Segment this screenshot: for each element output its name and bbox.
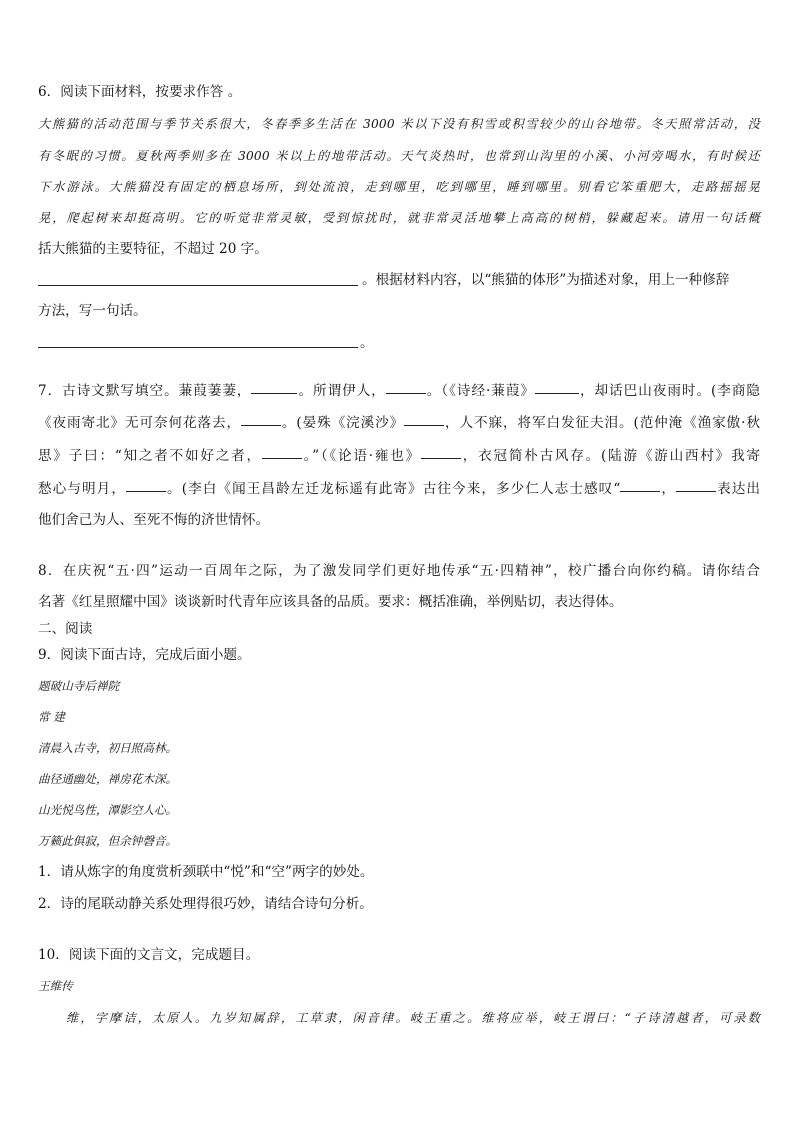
q6-answer-line-1[interactable] — [38, 285, 358, 286]
blank[interactable] — [620, 490, 660, 492]
q7-line-2: 《夜雨寄北》无可奈何花落去， 。(晏殊《浣溪沙》 ，人不寐，将军白发征夫泪。(范仲淹《渔家傲·秋 — [38, 415, 760, 431]
poem-title: 题破山寺后禅院 — [38, 679, 120, 693]
poem-line-3: 山光悦鸟性，潭影空人心。 — [38, 803, 178, 817]
q6-passage-line-1: 大熊猫的活动范围与季节关系很大，冬春季多生活在 3000 米以下没有积雪或积雪较少的山谷地带。冬天照常活动，没 — [38, 117, 760, 131]
q7-line-4: 愁心与明月， 。(李白《闻王昌龄左迁龙标遥有此寄》古往今来，多少仁人志士感叹“ ， 表达出 — [38, 481, 761, 497]
q7-line-1: 7．古诗文默写填空。蒹葭萋萋， 。所谓伊人， 。（《诗经·蒹葭》 ，却话巴山夜雨时。(李商隐 — [38, 383, 760, 399]
q8-line-2: 名著《红星照耀中国》谈谈新时代青年应该具备的品质。要求：概括准确，举例贴切，表达得体。 — [38, 594, 623, 610]
poem-line-1: 清晨入古寺，初日照高林。 — [38, 741, 178, 755]
q9-title: 9．阅读下面古诗，完成后面小题。 — [38, 647, 251, 663]
blank[interactable] — [251, 392, 297, 394]
q10-title: 10．阅读下面的文言文，完成题目。 — [38, 947, 260, 963]
q6-answer-line-2[interactable] — [38, 347, 358, 348]
q9-subquestion-1: 1．请从炼字的角度赏析颈联中“悦”和“空”两字的妙处。 — [38, 864, 374, 880]
poem-line-4: 万籁此俱寂，但余钟磬音。 — [38, 834, 178, 848]
q7-line-3: 思》子曰：“知之者不如好之者， 。”（《论语·雍也》 ，衣冠简朴古风存。(陆游《游山西村》我寄 — [38, 448, 760, 464]
q6-passage-line-4: 晃，爬起树来却挺高明。它的听觉非常灵敏，受到惊扰时，就非常灵活地攀上高高的树梢，躲藏起来。请用一句话概 — [38, 211, 760, 225]
blank[interactable] — [126, 490, 166, 492]
blank[interactable] — [404, 424, 444, 426]
q6-instruction-part: 。根据材料内容，以“熊猫的体形”为描述对象，用上一种修辞 — [362, 272, 730, 288]
q6-instruction-cont: 方法，写一句话。 — [38, 303, 147, 319]
section-heading: 二、阅读 — [38, 621, 93, 637]
passage-heading: 王维传 — [38, 979, 73, 993]
q6-passage-line-3: 下水游泳。大熊猫没有固定的栖息场所，到处流浪，走到哪里，吃到哪里，睡到哪里。别看它笨重肥大，走路摇摇晃 — [38, 180, 760, 194]
q6-title: 6．阅读下面材料，按要求作答 。 — [38, 84, 242, 100]
blank[interactable] — [262, 457, 302, 459]
blank[interactable] — [676, 490, 716, 492]
poem-author: 常 建 — [38, 710, 65, 724]
blank[interactable] — [386, 392, 426, 394]
q6-answer-end: 。 — [360, 335, 374, 351]
q6-passage-line-2: 有冬眠的习惯。夏秋两季则多在 3000 米以上的地带活动。天气炎热时，也常到山沟里的小溪、小河旁喝水，有时候还 — [38, 149, 760, 163]
q8-line-1: 8．在庆祝“五·四”运动一百周年之际，为了激发同学们更好地传承“五·四精神”，校广播台向你约稿。请你结合 — [38, 563, 760, 579]
blank[interactable] — [241, 424, 281, 426]
poem-line-2: 曲径通幽处，禅房花木深。 — [38, 772, 178, 786]
q9-subquestion-2: 2．诗的尾联动静关系处理得很巧妙，请结合诗句分析。 — [38, 896, 373, 912]
blank[interactable] — [421, 457, 461, 459]
blank[interactable] — [535, 392, 579, 394]
q6-passage-line-5: 括大熊猫的主要特征，不超过 20 字。 — [38, 241, 268, 257]
q7-line-5: 他们舍己为人、至死不悔的济世情怀。 — [38, 512, 270, 528]
q10-passage-line-1: 维，字摩诘，太原人。九岁知属辞，工草隶，闲音律。岐王重之。维将应举，岐王谓曰：“子诗清越者，可录数 — [66, 1011, 760, 1025]
